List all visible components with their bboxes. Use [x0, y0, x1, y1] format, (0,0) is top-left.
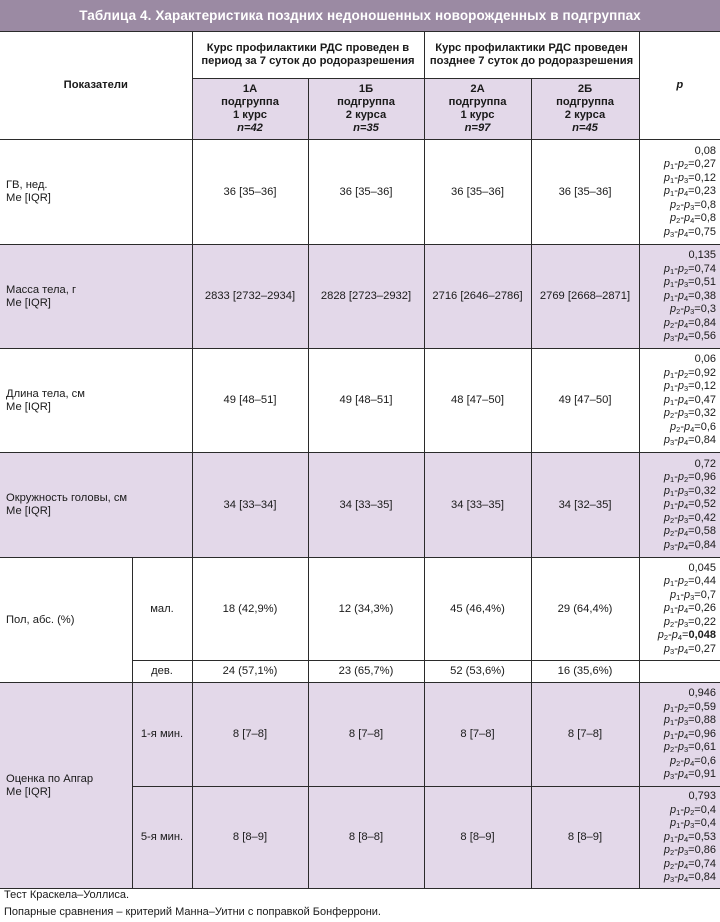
p-value-line: $p_1-p_3=0,7$ — [670, 588, 717, 602]
p-value-line: $p_1-p_4=0,47$ — [663, 393, 717, 407]
cell: 18 (42,9%) — [192, 558, 308, 661]
p-value-line: $p_2-p_4=0,048$ — [657, 629, 717, 643]
cell: 16 (35,6%) — [531, 661, 639, 683]
p-value-line: $p_2-p_3=0,61$ — [663, 741, 717, 755]
sub-label: мал. — [132, 558, 192, 661]
p-value-line: $p_2-p_4=0,58$ — [663, 525, 717, 539]
p-values — [639, 453, 720, 558]
p-value-line: $p_2-p_4=0,84$ — [663, 316, 717, 330]
p-values — [639, 245, 720, 349]
p-value-line: $p_1-p_3=0,4$ — [670, 817, 717, 831]
p-value-line: $p_1-p_2=0,4$ — [670, 803, 717, 817]
subgroup-header: 2А подгруппа 1 курс n=97 — [424, 79, 531, 140]
cell: 34 [33–35] — [308, 453, 424, 558]
empty-cell — [639, 661, 720, 683]
p-value-line: $p_2-p_3=0,8$ — [670, 198, 717, 212]
data-table — [0, 31, 720, 889]
p-values — [639, 787, 720, 889]
p-header: p — [639, 32, 720, 140]
p-value-line: $p_3-p_4=0,91$ — [663, 768, 717, 782]
cell: 48 [47–50] — [424, 349, 531, 453]
p-value-line: $p_3-p_4=0,84$ — [663, 871, 717, 885]
row-head — [0, 453, 720, 558]
p-value-line: $p_1-p_2=0,74$ — [663, 262, 717, 276]
p-value-line: 0,045 — [688, 561, 717, 574]
row-label: Оценка по Апгар Ме [IQR] — [0, 683, 132, 889]
p-value-line: $p_2-p_3=0,86$ — [663, 844, 717, 858]
row-apgar-1 — [0, 683, 720, 787]
cell: 49 [47–50] — [531, 349, 639, 453]
cell: 34 [33–34] — [192, 453, 308, 558]
row-label: Окружность головы, см Ме [IQR] — [0, 453, 192, 558]
row-label: Пол, абс. (%) — [0, 558, 132, 683]
subgroup-header: 1А подгруппа 1 курс n=42 — [192, 79, 308, 140]
p-value-line: $p_2-p_4=0,6$ — [670, 754, 717, 768]
p-value-line: 0,793 — [688, 790, 717, 803]
p-value-line: $p_2-p_4=0,6$ — [670, 420, 717, 434]
sub-label: 5-я мин. — [132, 787, 192, 889]
cell: 36 [35–36] — [424, 140, 531, 245]
p-value-line: $p_3-p_4=0,84$ — [663, 434, 717, 448]
p-values — [639, 683, 720, 787]
sub-label: дев. — [132, 661, 192, 683]
p-value-line: $p_2-p_3=0,42$ — [663, 511, 717, 525]
cell: 8 [7–8] — [192, 683, 308, 787]
p-value-line: $p_2-p_3=0,22$ — [663, 615, 717, 629]
subgroup-header: 2Б подгруппа 2 курса n=45 — [531, 79, 639, 140]
group1-header: Курс профилактики РДС проведен в период за 7 суток до родоразрешения — [192, 32, 424, 79]
p-value-line: $p_1-p_2=0,92$ — [663, 366, 717, 380]
sub-label: 1-я мин. — [132, 683, 192, 787]
row-ga — [0, 140, 720, 245]
cell: 36 [35–36] — [531, 140, 639, 245]
cell: 34 [33–35] — [424, 453, 531, 558]
cell: 2769 [2668–2871] — [531, 245, 639, 349]
cell: 2833 [2732–2934] — [192, 245, 308, 349]
p-values — [639, 349, 720, 453]
cell: 29 (64,4%) — [531, 558, 639, 661]
subgroup-header: 1Б подгруппа 2 курса n=35 — [308, 79, 424, 140]
p-value-line: $p_1-p_3=0,51$ — [663, 276, 717, 290]
p-value-line: $p_1-p_2=0,44$ — [663, 575, 717, 589]
p-value-line: $p_1-p_4=0,53$ — [663, 830, 717, 844]
p-values — [639, 558, 720, 661]
row-mass — [0, 245, 720, 349]
cell: 49 [48–51] — [308, 349, 424, 453]
cell: 8 [7–8] — [308, 683, 424, 787]
cell: 8 [8–9] — [192, 787, 308, 889]
cell: 34 [32–35] — [531, 453, 639, 558]
p-value-line: $p_3-p_4=0,56$ — [663, 330, 717, 344]
row-label: Масса тела, г Ме [IQR] — [0, 245, 192, 349]
row-label: ГВ, нед. Ме [IQR] — [0, 140, 192, 245]
p-value-line: $p_2-p_3=0,3$ — [670, 303, 717, 317]
cell: 8 [7–8] — [424, 683, 531, 787]
footnote-line: Тест Краскела–Уоллиса. — [4, 889, 130, 901]
p-value-line: 0,135 — [688, 249, 717, 262]
group2-header: Курс профилактики РДС проведен позднее 7 суток до родоразрешения — [424, 32, 639, 79]
p-value-line: $p_2-p_4=0,8$ — [670, 212, 717, 226]
cell: 8 [8–8] — [308, 787, 424, 889]
p-value-line: $p_1-p_2=0,27$ — [663, 158, 717, 172]
cell: 8 [8–9] — [531, 787, 639, 889]
p-value-line: 0,946 — [688, 687, 717, 700]
footnote-line: Попарные сравнения – критерий Манна–Уитни с поправкой Бонферрони. — [4, 906, 381, 918]
p-value-line: $p_3-p_4=0,75$ — [663, 225, 717, 239]
p-value-line: $p_2-p_4=0,74$ — [663, 857, 717, 871]
p-value-line: $p_1-p_4=0,38$ — [663, 289, 717, 303]
p-value-line: $p_1-p_4=0,96$ — [663, 727, 717, 741]
p-value-line: 0,72 — [694, 457, 717, 470]
cell: 52 (53,6%) — [424, 661, 531, 683]
p-value-line: $p_1-p_3=0,12$ — [663, 171, 717, 185]
p-value-line: $p_1-p_3=0,32$ — [663, 484, 717, 498]
cell: 2716 [2646–2786] — [424, 245, 531, 349]
p-values — [639, 140, 720, 245]
cell: 36 [35–36] — [192, 140, 308, 245]
p-value-line: $p_1-p_2=0,96$ — [663, 471, 717, 485]
table-title: Таблица 4. Характеристика поздних недоношенных новорожденных в подгруппах — [0, 0, 720, 31]
cell: 36 [35–36] — [308, 140, 424, 245]
p-value-line: $p_2-p_3=0,32$ — [663, 407, 717, 421]
cell: 45 (46,4%) — [424, 558, 531, 661]
p-value-line: 0,08 — [694, 144, 717, 157]
cell: 24 (57,1%) — [192, 661, 308, 683]
footnote — [4, 887, 381, 921]
cell: 2828 [2723–2932] — [308, 245, 424, 349]
row-length — [0, 349, 720, 453]
p-value-line: $p_1-p_4=0,52$ — [663, 498, 717, 512]
p-value-line: $p_1-p_4=0,26$ — [663, 602, 717, 616]
indicators-header: Показатели — [0, 32, 192, 140]
p-value-line: $p_1-p_4=0,23$ — [663, 185, 717, 199]
cell: 8 [8–9] — [424, 787, 531, 889]
p-value-line: $p_1-p_2=0,59$ — [663, 700, 717, 714]
p-value-line: $p_3-p_4=0,84$ — [663, 538, 717, 552]
row-sex-male — [0, 558, 720, 661]
p-value-line: $p_1-p_3=0,88$ — [663, 714, 717, 728]
cell: 8 [7–8] — [531, 683, 639, 787]
p-value-line: 0,06 — [694, 353, 717, 366]
p-value-line: $p_3-p_4=0,27$ — [663, 642, 717, 656]
cell: 23 (65,7%) — [308, 661, 424, 683]
cell: 49 [48–51] — [192, 349, 308, 453]
cell: 12 (34,3%) — [308, 558, 424, 661]
p-value-line: $p_1-p_3=0,12$ — [663, 380, 717, 394]
row-label: Длина тела, см Ме [IQR] — [0, 349, 192, 453]
